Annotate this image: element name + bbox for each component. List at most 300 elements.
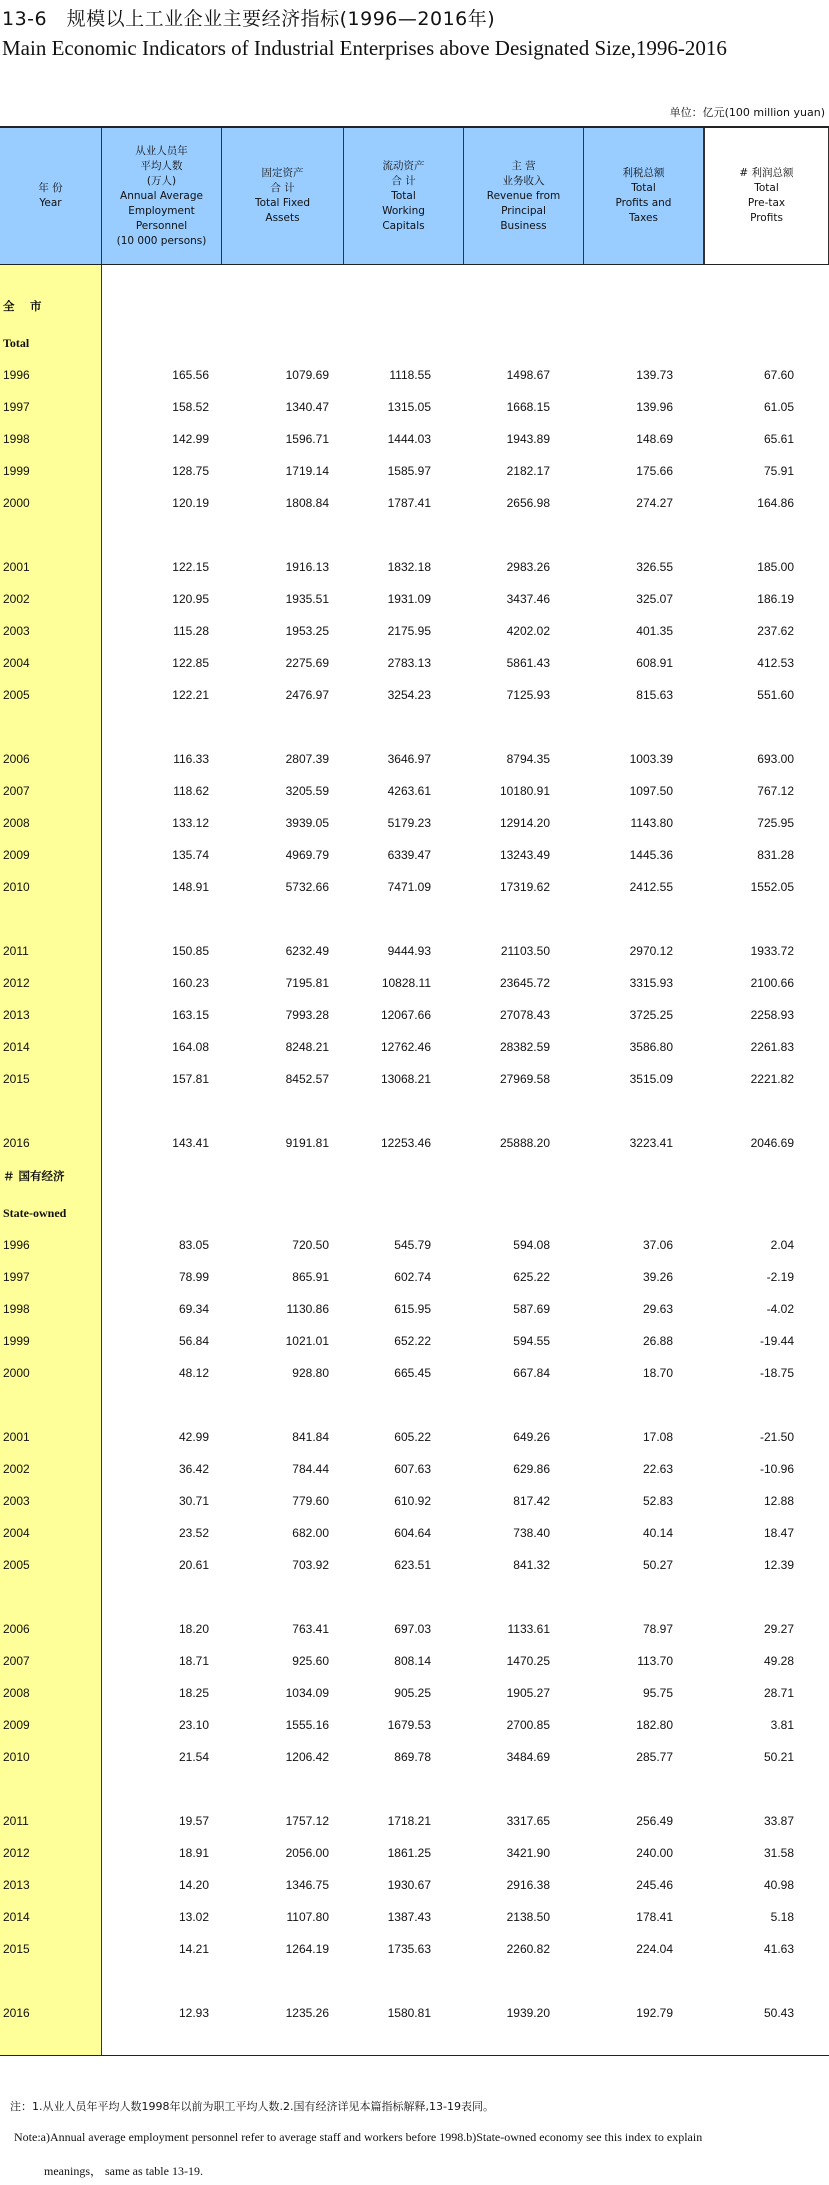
- year-cell: 2006: [3, 1622, 30, 1636]
- value-cell: 815.63: [636, 688, 673, 702]
- value-cell: 610.92: [394, 1494, 431, 1508]
- value-cell: 142.99: [172, 432, 209, 446]
- value-cell: 6232.49: [285, 944, 329, 958]
- header-line: 流动资产: [382, 159, 425, 172]
- value-cell: 1003.39: [629, 752, 673, 766]
- value-cell: 41.63: [763, 1942, 794, 1956]
- value-cell: 17319.62: [499, 880, 550, 894]
- value-cell: 285.77: [636, 1750, 673, 1764]
- value-cell: 1757.12: [285, 1814, 329, 1828]
- table-row: [0, 1270, 829, 1288]
- year-cell: 2012: [3, 976, 30, 990]
- value-cell: 9444.93: [387, 944, 431, 958]
- value-cell: 18.71: [178, 1654, 209, 1668]
- value-cell: 2046.69: [750, 1136, 794, 1150]
- value-cell: 12.39: [763, 1558, 794, 1572]
- value-cell: 7195.81: [285, 976, 329, 990]
- value-cell: 615.95: [394, 1302, 431, 1316]
- value-cell: 401.35: [636, 624, 673, 638]
- table-row: [0, 432, 829, 450]
- value-cell: 2412.55: [629, 880, 673, 894]
- value-cell: 3725.25: [629, 1008, 673, 1022]
- table-row: [0, 1136, 829, 1154]
- value-cell: 39.26: [642, 1270, 673, 1284]
- value-cell: 7993.28: [285, 1008, 329, 1022]
- value-cell: 3437.46: [506, 592, 550, 606]
- value-cell: 1133.61: [507, 1622, 550, 1636]
- value-cell: 1916.13: [285, 560, 329, 574]
- value-cell: 2275.69: [285, 656, 329, 670]
- table-row: [0, 1526, 829, 1544]
- value-cell: -4.02: [766, 1302, 794, 1316]
- year-cell: 1999: [3, 464, 30, 478]
- table-row: [0, 656, 829, 674]
- value-cell: 925.60: [292, 1654, 329, 1668]
- value-cell: 865.91: [292, 1270, 329, 1284]
- year-cell: 2015: [3, 1072, 30, 1086]
- table-row: [0, 1750, 829, 1768]
- table-title-en: Main Economic Indicators of Industrial Enterprises above Designated Size,1996-2016: [2, 36, 727, 60]
- value-cell: 40.98: [763, 1878, 794, 1892]
- value-cell: 1340.47: [285, 400, 329, 414]
- section-title-en: Total: [3, 336, 30, 350]
- value-cell: 928.80: [292, 1366, 329, 1380]
- table-row: [0, 1494, 829, 1512]
- table-row: [0, 624, 829, 642]
- year-cell: 2001: [3, 1430, 30, 1444]
- header-line: (10 000 persons): [116, 234, 207, 247]
- value-cell: 3254.23: [387, 688, 431, 702]
- value-cell: 21103.50: [500, 944, 550, 958]
- value-cell: 869.78: [394, 1750, 431, 1764]
- year-cell: 2004: [3, 656, 30, 670]
- year-cell: 2010: [3, 1750, 30, 1764]
- value-cell: 905.25: [394, 1686, 431, 1700]
- value-cell: 2700.85: [506, 1718, 550, 1732]
- year-cell: 2003: [3, 1494, 30, 1508]
- value-cell: 738.40: [513, 1526, 550, 1540]
- value-cell: 178.41: [636, 1910, 673, 1924]
- value-cell: 2916.38: [506, 1878, 550, 1892]
- table-row: [0, 944, 829, 962]
- value-cell: 767.12: [757, 784, 794, 798]
- year-cell: 2015: [3, 1942, 30, 1956]
- value-cell: 29.63: [642, 1302, 673, 1316]
- value-cell: 1905.27: [506, 1686, 550, 1700]
- value-cell: 185.00: [757, 560, 794, 574]
- value-cell: 2182.17: [506, 464, 550, 478]
- value-cell: 605.22: [394, 1430, 431, 1444]
- header-line: # 利润总额: [739, 167, 794, 179]
- value-cell: 608.91: [636, 656, 673, 670]
- value-cell: 703.92: [292, 1558, 329, 1572]
- value-cell: 175.66: [636, 464, 673, 478]
- table-row: [0, 1846, 829, 1864]
- header-line: Principal: [501, 204, 546, 217]
- year-cell: 2008: [3, 1686, 30, 1700]
- value-cell: 8452.57: [285, 1072, 329, 1086]
- year-cell: 2007: [3, 1654, 30, 1668]
- value-cell: 27078.43: [499, 1008, 550, 1022]
- value-cell: 65.61: [763, 432, 794, 446]
- value-cell: 3315.93: [629, 976, 673, 990]
- value-cell: 12762.46: [380, 1040, 431, 1054]
- year-cell: 2014: [3, 1040, 30, 1054]
- value-cell: 326.55: [636, 560, 673, 574]
- value-cell: 157.81: [172, 1072, 209, 1086]
- value-cell: 1719.14: [285, 464, 329, 478]
- year-cell: 2008: [3, 816, 30, 830]
- table-row: [0, 1366, 829, 1384]
- table-row: [0, 1558, 829, 1576]
- value-cell: 784.44: [292, 1462, 329, 1476]
- table-row: [0, 1878, 829, 1896]
- table-row: [0, 1718, 829, 1736]
- value-cell: -10.96: [759, 1462, 794, 1476]
- value-cell: 1933.72: [750, 944, 794, 958]
- header-line: 业务收入: [502, 174, 545, 187]
- header-line: 年 份: [38, 182, 63, 194]
- value-cell: 30.71: [178, 1494, 209, 1508]
- value-cell: 14.21: [178, 1942, 209, 1956]
- value-cell: 12.93: [178, 2006, 209, 2020]
- value-cell: 83.05: [178, 1238, 209, 1252]
- value-cell: 61.05: [763, 400, 794, 414]
- section-title-cn: ＃ 国有经济: [3, 1169, 65, 1183]
- value-cell: 122.21: [172, 688, 209, 702]
- value-cell: 1832.18: [387, 560, 431, 574]
- value-cell: 5732.66: [285, 880, 329, 894]
- year-cell: 2014: [3, 1910, 30, 1924]
- header-cell-5: [584, 128, 704, 264]
- value-cell: 3205.59: [285, 784, 329, 798]
- value-cell: 3586.80: [629, 1040, 673, 1054]
- value-cell: 21.54: [178, 1750, 209, 1764]
- value-cell: 122.15: [172, 560, 209, 574]
- value-cell: 23.52: [178, 1526, 209, 1540]
- value-cell: 594.55: [513, 1334, 550, 1348]
- year-cell: 2000: [3, 1366, 30, 1380]
- year-cell: 2013: [3, 1878, 30, 1892]
- table-row: [0, 1334, 829, 1352]
- value-cell: 18.25: [178, 1686, 209, 1700]
- value-cell: 139.96: [636, 400, 673, 414]
- year-cell: 2005: [3, 1558, 30, 1572]
- value-cell: 1097.50: [629, 784, 673, 798]
- value-cell: 665.45: [394, 1366, 431, 1380]
- value-cell: 1808.84: [285, 496, 329, 510]
- header-line: 合 计: [270, 182, 295, 194]
- value-cell: 3421.90: [506, 1846, 550, 1860]
- value-cell: 545.79: [394, 1238, 431, 1252]
- value-cell: 5179.23: [387, 816, 431, 830]
- table-row: [0, 848, 829, 866]
- section-title-en: State-owned: [3, 1206, 67, 1220]
- value-cell: 274.27: [636, 496, 673, 510]
- value-cell: 33.87: [763, 1814, 794, 1828]
- table-row: [0, 784, 829, 802]
- header-line: (万人): [146, 174, 177, 187]
- value-cell: 2260.82: [506, 1942, 550, 1956]
- value-cell: 27969.58: [499, 1072, 550, 1086]
- value-cell: 122.85: [172, 656, 209, 670]
- value-cell: 1953.25: [285, 624, 329, 638]
- value-cell: 115.28: [173, 624, 209, 638]
- value-cell: 725.95: [757, 816, 794, 830]
- value-cell: 13068.21: [380, 1072, 431, 1086]
- table-row: [0, 1814, 829, 1832]
- value-cell: 682.00: [292, 1526, 329, 1540]
- value-cell: 36.42: [178, 1462, 209, 1476]
- year-cell: 1997: [3, 400, 30, 414]
- table-row: [0, 560, 829, 578]
- header-line: Taxes: [629, 212, 658, 224]
- value-cell: 50.43: [763, 2006, 794, 2020]
- year-cell: 2013: [3, 1008, 30, 1022]
- table-row: [0, 1910, 829, 1928]
- year-cell: 2011: [3, 944, 29, 958]
- header-rule: [0, 264, 829, 265]
- value-cell: 594.08: [513, 1238, 550, 1252]
- table-row: [0, 2006, 829, 2024]
- value-cell: 2056.00: [285, 1846, 329, 1860]
- value-cell: 1861.25: [387, 1846, 431, 1860]
- table-row: [0, 1430, 829, 1448]
- header-line: Total: [391, 189, 416, 202]
- table-row: [0, 688, 829, 706]
- table-row: [0, 1302, 829, 1320]
- header-cell-1: [102, 128, 222, 264]
- value-cell: 4202.02: [506, 624, 550, 638]
- table-row: [0, 752, 829, 770]
- value-cell: 1585.97: [387, 464, 431, 478]
- header-line: Employment: [128, 204, 195, 217]
- value-cell: 50.21: [763, 1750, 794, 1764]
- value-cell: 629.86: [513, 1462, 550, 1476]
- value-cell: 165.56: [172, 368, 209, 382]
- year-column-bg: [0, 265, 102, 2055]
- value-cell: 3223.41: [629, 1136, 673, 1150]
- value-cell: 2656.98: [506, 496, 550, 510]
- year-cell: 1999: [3, 1334, 30, 1348]
- value-cell: 133.12: [172, 816, 209, 830]
- year-cell: 2011: [3, 1814, 29, 1828]
- value-cell: 5.18: [770, 1910, 794, 1924]
- value-cell: 26.88: [642, 1334, 673, 1348]
- value-cell: 18.47: [763, 1526, 794, 1540]
- value-cell: 143.41: [172, 1136, 209, 1150]
- header-cell-4: [464, 128, 584, 264]
- year-cell: 1996: [3, 368, 30, 382]
- value-cell: 113.70: [637, 1654, 673, 1668]
- value-cell: 1444.03: [387, 432, 431, 446]
- value-cell: 23645.72: [499, 976, 550, 990]
- value-cell: 29.27: [763, 1622, 794, 1636]
- value-cell: 1930.67: [387, 1878, 431, 1892]
- value-cell: 1079.69: [285, 368, 329, 382]
- value-cell: 25888.20: [499, 1136, 550, 1150]
- value-cell: 604.64: [394, 1526, 431, 1540]
- value-cell: 625.22: [513, 1270, 550, 1284]
- value-cell: 10828.11: [381, 976, 431, 990]
- header-line: 从业人员年: [135, 144, 188, 157]
- table-row: [0, 496, 829, 514]
- value-cell: 150.85: [172, 944, 209, 958]
- header-line: Working: [382, 204, 425, 217]
- header-line: 利税总额: [622, 167, 665, 179]
- value-cell: 52.83: [642, 1494, 673, 1508]
- year-cell: 2007: [3, 784, 30, 798]
- header-line: Revenue from: [486, 189, 561, 202]
- year-cell: 2002: [3, 592, 30, 606]
- header-line: Profits and: [615, 197, 672, 209]
- value-cell: 831.28: [757, 848, 794, 862]
- value-cell: 720.50: [292, 1238, 329, 1252]
- header-line: Assets: [265, 212, 300, 224]
- table-title-cn: 13-6 规模以上工业企业主要经济指标(1996—2016年): [2, 8, 496, 30]
- value-cell: 118.62: [173, 784, 209, 798]
- value-cell: 10180.91: [499, 784, 550, 798]
- value-cell: 1445.36: [629, 848, 673, 862]
- value-cell: 1935.51: [285, 592, 329, 606]
- table-row: [0, 1654, 829, 1672]
- table-row: [0, 1942, 829, 1960]
- value-cell: 160.23: [172, 976, 209, 990]
- value-cell: 3.81: [770, 1718, 794, 1732]
- value-cell: 18.20: [178, 1622, 209, 1636]
- table-row: [0, 400, 829, 418]
- value-cell: 78.99: [178, 1270, 209, 1284]
- value-cell: 412.53: [757, 656, 794, 670]
- table-row: [0, 976, 829, 994]
- value-cell: 49.28: [763, 1654, 794, 1668]
- value-cell: 3317.65: [506, 1814, 550, 1828]
- table-row: [0, 1040, 829, 1058]
- value-cell: 1264.19: [285, 1942, 329, 1956]
- value-cell: 2175.95: [387, 624, 431, 638]
- value-cell: 256.49: [636, 1814, 673, 1828]
- value-cell: 12067.66: [380, 1008, 431, 1022]
- note-en-1: Note:a)Annual average employment personnel refer to average staff and workers before 1998.b)State-owned economy see this index to explain: [14, 2130, 703, 2144]
- header-line: Business: [500, 219, 547, 232]
- header-line: Total: [631, 182, 656, 194]
- value-cell: 2221.82: [750, 1072, 794, 1086]
- header-cell-6: [704, 128, 829, 264]
- year-cell: 2000: [3, 496, 30, 510]
- table-row: [0, 816, 829, 834]
- table-row: [0, 1238, 829, 1256]
- value-cell: 1555.16: [285, 1718, 329, 1732]
- value-cell: 192.79: [636, 2006, 673, 2020]
- value-cell: 551.60: [757, 688, 794, 702]
- value-cell: 120.19: [172, 496, 209, 510]
- value-cell: 158.52: [172, 400, 209, 414]
- value-cell: 1668.15: [506, 400, 550, 414]
- value-cell: 69.34: [178, 1302, 209, 1316]
- value-cell: 128.75: [172, 464, 209, 478]
- value-cell: 1346.75: [285, 1878, 329, 1892]
- value-cell: 28.71: [763, 1686, 794, 1700]
- value-cell: 2100.66: [750, 976, 794, 990]
- year-cell: 1997: [3, 1270, 30, 1284]
- value-cell: 20.61: [178, 1558, 209, 1572]
- value-cell: 817.42: [513, 1494, 550, 1508]
- header-line: Total Fixed: [254, 197, 311, 209]
- value-cell: 693.00: [757, 752, 794, 766]
- value-cell: 78.97: [642, 1622, 673, 1636]
- value-cell: 808.14: [394, 1654, 431, 1668]
- year-cell: 2010: [3, 880, 30, 894]
- value-cell: 607.63: [394, 1462, 431, 1476]
- value-cell: 1552.05: [750, 880, 794, 894]
- value-cell: 6339.47: [387, 848, 431, 862]
- value-cell: 19.57: [178, 1814, 209, 1828]
- header-line: Personnel: [135, 219, 188, 232]
- value-cell: 2476.97: [285, 688, 329, 702]
- year-cell: 1996: [3, 1238, 30, 1252]
- value-cell: 116.33: [173, 752, 209, 766]
- value-cell: 763.41: [292, 1622, 329, 1636]
- value-cell: 7471.09: [387, 880, 431, 894]
- value-cell: 245.46: [636, 1878, 673, 1892]
- table-header: [0, 128, 829, 264]
- value-cell: 1387.43: [387, 1910, 431, 1924]
- value-cell: 3484.69: [506, 1750, 550, 1764]
- header-line: Year: [39, 197, 62, 209]
- value-cell: 1206.42: [285, 1750, 329, 1764]
- value-cell: -18.75: [759, 1366, 794, 1380]
- value-cell: 3939.05: [285, 816, 329, 830]
- value-cell: 2983.26: [506, 560, 550, 574]
- year-cell: 2016: [3, 1136, 30, 1150]
- value-cell: 48.12: [178, 1366, 209, 1380]
- value-cell: -19.44: [759, 1334, 794, 1348]
- header-line: Total: [754, 182, 779, 194]
- header-line: Capitals: [382, 219, 425, 232]
- value-cell: 2807.39: [285, 752, 329, 766]
- year-cell: 1998: [3, 432, 30, 446]
- value-cell: 164.86: [757, 496, 794, 510]
- value-cell: 139.73: [636, 368, 673, 382]
- value-cell: 240.00: [636, 1846, 673, 1860]
- value-cell: 67.60: [763, 368, 794, 382]
- table-row: [0, 1462, 829, 1480]
- year-cell: 2006: [3, 752, 30, 766]
- value-cell: 37.06: [642, 1238, 673, 1252]
- value-cell: 649.26: [513, 1430, 550, 1444]
- value-cell: 14.20: [178, 1878, 209, 1892]
- value-cell: 22.63: [642, 1462, 673, 1476]
- value-cell: 1580.81: [387, 2006, 431, 2020]
- value-cell: 3515.09: [629, 1072, 673, 1086]
- year-cell: 2009: [3, 1718, 30, 1732]
- year-cell: 1998: [3, 1302, 30, 1316]
- value-cell: 182.80: [636, 1718, 673, 1732]
- year-cell: 2009: [3, 848, 30, 862]
- value-cell: 1021.01: [285, 1334, 329, 1348]
- value-cell: 163.15: [172, 1008, 209, 1022]
- value-cell: 224.04: [636, 1942, 673, 1956]
- table-row: [0, 464, 829, 482]
- year-cell: 2003: [3, 624, 30, 638]
- value-cell: 602.74: [394, 1270, 431, 1284]
- value-cell: 4969.79: [285, 848, 329, 862]
- value-cell: 1470.25: [506, 1654, 550, 1668]
- value-cell: 18.91: [178, 1846, 209, 1860]
- value-cell: 148.69: [636, 432, 673, 446]
- value-cell: 120.95: [172, 592, 209, 606]
- table-row: [0, 1686, 829, 1704]
